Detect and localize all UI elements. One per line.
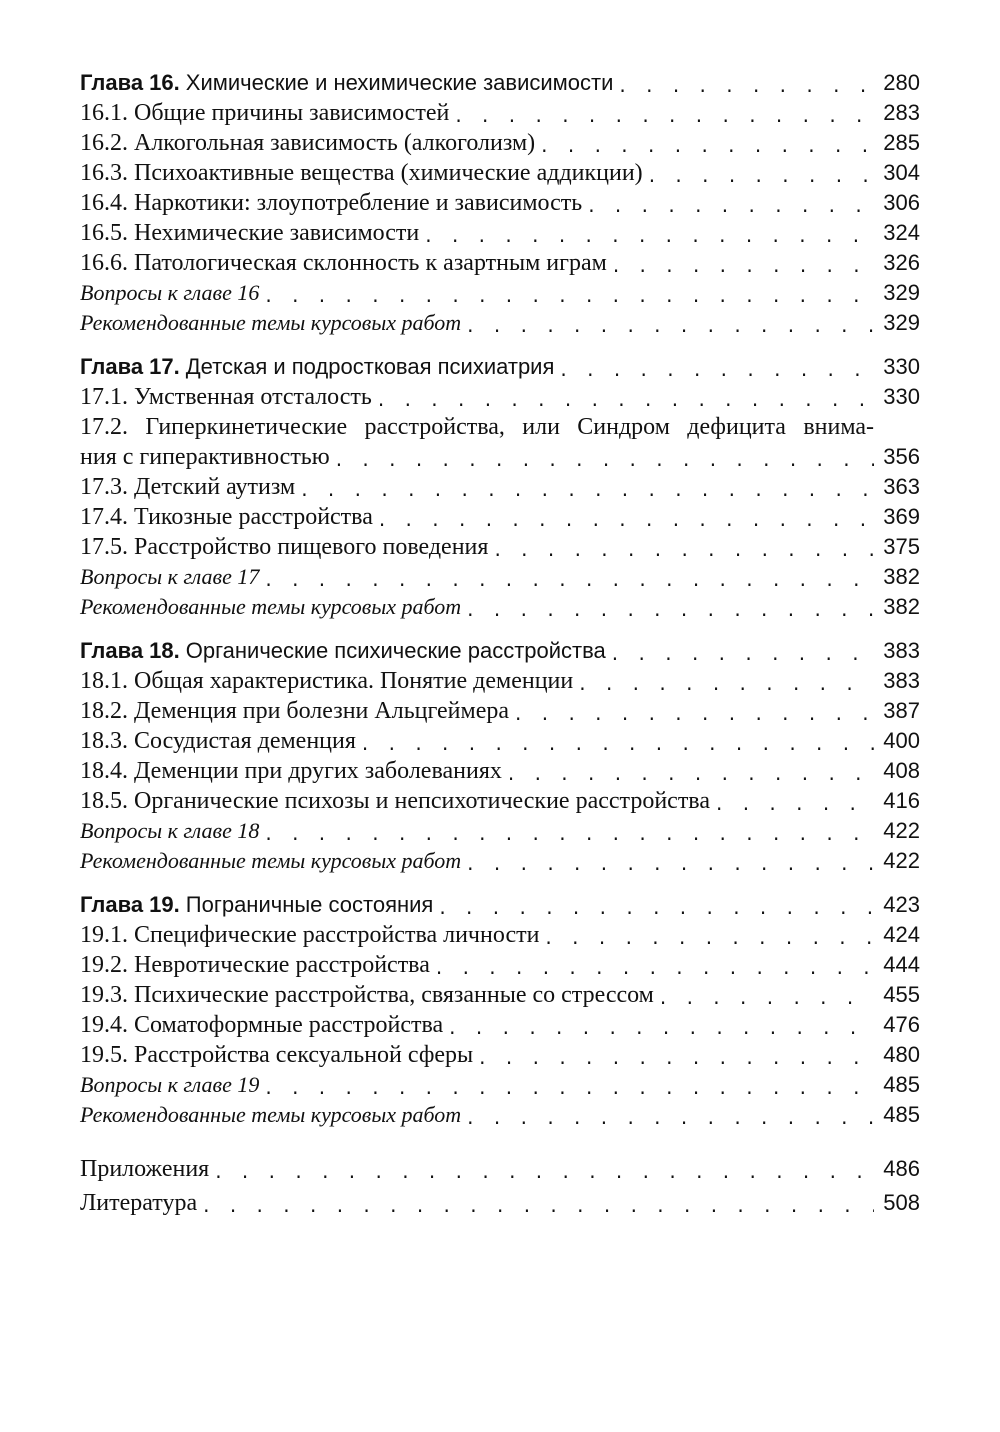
page-number: 382	[883, 594, 920, 619]
page-number: 422	[883, 818, 920, 843]
toc-section-entry-text: 18.1. Общая характеристика. Понятие деменции	[80, 668, 574, 694]
page-number: 330	[883, 384, 920, 409]
page-number: 423	[883, 892, 920, 917]
course-topics-entry[interactable]	[80, 592, 920, 622]
toc-section-entry-text: 18.4. Деменции при других заболеваниях	[80, 758, 502, 784]
toc-section-entry[interactable]	[80, 696, 920, 726]
page-number: 444	[883, 952, 920, 977]
page-number: 387	[883, 698, 920, 723]
course-topics-entry[interactable]	[80, 1100, 920, 1130]
chapter-block	[80, 68, 920, 338]
dot-leader	[660, 984, 874, 1010]
chapter-heading-text	[80, 890, 439, 920]
dot-leader	[515, 700, 874, 726]
toc-section-entry[interactable]	[80, 158, 920, 188]
questions-entry-text: Вопросы к главе 16	[80, 280, 260, 305]
toc-section-entry-text: 19.3. Психические расстройства, связанные со стрессом	[80, 982, 654, 1008]
chapter-heading-text	[80, 636, 612, 666]
dot-leader	[425, 222, 874, 248]
chapter-title: Детская и подростковая психиатрия	[185, 354, 555, 379]
toc-section-entry[interactable]	[80, 786, 920, 816]
toc-section-entry[interactable]	[80, 382, 920, 412]
chapter-title: Органические психические расстройства	[185, 638, 606, 663]
dot-leader	[467, 1104, 874, 1130]
dot-leader	[439, 894, 874, 920]
toc-section-entry-text: 18.3. Сосудистая деменция	[80, 728, 356, 754]
toc-section-entry[interactable]	[80, 128, 920, 158]
questions-entry-text: Вопросы к главе 17	[80, 564, 260, 589]
page-number: 326	[883, 250, 920, 275]
page-number: 283	[883, 100, 920, 125]
page-number: 369	[883, 504, 920, 529]
page-number: 400	[883, 728, 920, 753]
toc-section-entry[interactable]	[80, 726, 920, 756]
toc-section-entry-text: 17.5. Расстройство пищевого поведения	[80, 534, 489, 560]
dot-leader	[379, 506, 874, 532]
toc-section-entry[interactable]	[80, 756, 920, 786]
dot-leader	[362, 730, 874, 756]
page-number: 508	[883, 1190, 920, 1215]
chapter-block	[80, 352, 920, 622]
dot-leader	[716, 790, 874, 816]
literature-entry[interactable]	[80, 1188, 920, 1218]
page-number: 330	[883, 354, 920, 379]
questions-entry[interactable]	[80, 1070, 920, 1100]
chapter-label: Глава 19.	[80, 892, 180, 917]
dot-leader	[265, 820, 874, 846]
dot-leader	[545, 924, 874, 950]
chapter-title: Химические и нехимические зависимости	[185, 70, 614, 95]
toc-section-entry[interactable]	[80, 920, 920, 950]
chapter-heading-text	[80, 68, 619, 98]
page-number: 480	[883, 1042, 920, 1067]
spacer	[80, 1144, 920, 1154]
page-number: 424	[883, 922, 920, 947]
course-topics-entry-text: Рекомендованные темы курсовых работ	[80, 594, 462, 619]
toc-section-entry-text: 17.3. Детский аутизм	[80, 474, 296, 500]
toc-section-entry[interactable]	[80, 188, 920, 218]
toc-section-entry-text: 18.2. Деменция при болезни Альцгеймера	[80, 698, 510, 724]
dot-leader	[203, 1192, 874, 1218]
dot-leader	[265, 566, 874, 592]
toc-section-entry-text: 16.2. Алкогольная зависимость (алкоголизм)	[80, 130, 536, 156]
toc-section-text-line1: 17.2. Гиперкинетические расстройства, или Синдром дефицита внима-	[80, 414, 874, 440]
dot-leader	[449, 1014, 874, 1040]
toc-section-entry[interactable]	[80, 1010, 920, 1040]
dot-leader	[479, 1044, 874, 1070]
page-number: 306	[883, 190, 920, 215]
toc-section-entry[interactable]	[80, 412, 920, 472]
questions-entry-text: Вопросы к главе 19	[80, 1072, 260, 1097]
dot-leader	[265, 1074, 874, 1100]
page-number: 416	[883, 788, 920, 813]
toc-section-entry[interactable]	[80, 218, 920, 248]
chapter-label: Глава 16.	[80, 70, 180, 95]
dot-leader	[467, 312, 874, 338]
questions-entry-text: Вопросы к главе 18	[80, 818, 260, 843]
page-number: 375	[883, 534, 920, 559]
dot-leader	[336, 446, 874, 472]
toc-section-entry-text: 16.1. Общие причины зависимостей	[80, 100, 450, 126]
page-number: 485	[883, 1102, 920, 1127]
toc-section-text-line2: ния с гиперактивностью	[80, 444, 330, 470]
toc-section-entry[interactable]	[80, 666, 920, 696]
dot-leader	[619, 72, 874, 98]
toc-section-entry[interactable]	[80, 502, 920, 532]
dot-leader	[541, 132, 874, 158]
page-number: 382	[883, 564, 920, 589]
page-number: 422	[883, 848, 920, 873]
dot-leader	[215, 1158, 874, 1184]
dot-leader	[467, 850, 874, 876]
course-topics-entry-text: Рекомендованные темы курсовых работ	[80, 848, 462, 873]
appendix-entry-text: Приложения	[80, 1156, 210, 1182]
table-of-contents	[80, 68, 920, 1218]
toc-section-entry[interactable]	[80, 950, 920, 980]
page-number: 356	[883, 444, 920, 469]
chapter-label: Глава 18.	[80, 638, 180, 663]
dot-leader	[467, 596, 874, 622]
questions-entry[interactable]	[80, 816, 920, 846]
dot-leader	[265, 282, 874, 308]
toc-section-entry-text: 19.4. Соматоформные расстройства	[80, 1012, 444, 1038]
dot-leader	[612, 640, 874, 666]
toc-section-line2	[80, 442, 920, 472]
toc-section-entry[interactable]	[80, 248, 920, 278]
literature-entry-text: Литература	[80, 1190, 198, 1216]
chapter-heading[interactable]	[80, 890, 920, 920]
toc-section-entry-text: 16.5. Нехимические зависимости	[80, 220, 420, 246]
course-topics-entry-text: Рекомендованные темы курсовых работ	[80, 310, 462, 335]
toc-section-entry[interactable]	[80, 532, 920, 562]
questions-entry[interactable]	[80, 278, 920, 308]
chapter-title: Пограничные состояния	[185, 892, 434, 917]
chapter-label: Глава 17.	[80, 354, 180, 379]
toc-section-entry-text: 17.4. Тикозные расстройства	[80, 504, 373, 530]
dot-leader	[436, 954, 874, 980]
page-number: 329	[883, 310, 920, 335]
page-number: 383	[883, 668, 920, 693]
page-number: 280	[883, 70, 920, 95]
course-topics-entry-text: Рекомендованные темы курсовых работ	[80, 1102, 462, 1127]
page-number: 324	[883, 220, 920, 245]
toc-section-entry[interactable]	[80, 472, 920, 502]
dot-leader	[560, 356, 874, 382]
chapter-heading-text	[80, 352, 560, 382]
page-number: 363	[883, 474, 920, 499]
toc-section-entry-text: 16.6. Патологическая склонность к азартным играм	[80, 250, 607, 276]
questions-entry[interactable]	[80, 562, 920, 592]
dot-leader	[579, 670, 874, 696]
toc-section-entry-text: 18.5. Органические психозы и непсихотические расстройства	[80, 788, 710, 814]
page-number: 486	[883, 1156, 920, 1181]
dot-leader	[455, 102, 874, 128]
page-number: 485	[883, 1072, 920, 1097]
dot-leader	[378, 386, 874, 412]
toc-section-entry-text: 16.3. Психоактивные вещества (химические аддикции)	[80, 160, 643, 186]
course-topics-entry[interactable]	[80, 846, 920, 876]
page-number: 455	[883, 982, 920, 1007]
toc-section-entry[interactable]	[80, 980, 920, 1010]
chapter-heading[interactable]	[80, 636, 920, 666]
chapter-block	[80, 636, 920, 876]
page-number: 383	[883, 638, 920, 663]
chapter-heading[interactable]	[80, 68, 920, 98]
chapter-block	[80, 890, 920, 1130]
toc-section-entry-text: 19.2. Невротические расстройства	[80, 952, 430, 978]
page-number: 476	[883, 1012, 920, 1037]
dot-leader	[494, 536, 874, 562]
toc-section-entry-text: 19.1. Специфические расстройства личности	[80, 922, 540, 948]
page-number: 408	[883, 758, 920, 783]
page-number: 285	[883, 130, 920, 155]
page-number: 304	[883, 160, 920, 185]
appendix-entry[interactable]	[80, 1154, 920, 1184]
toc-section-entry-text: 17.1. Умственная отсталость	[80, 384, 372, 410]
page-number: 329	[883, 280, 920, 305]
dot-leader	[508, 760, 874, 786]
toc-section-entry-text: 19.5. Расстройства сексуальной сферы	[80, 1042, 474, 1068]
dot-leader	[301, 476, 874, 502]
toc-section-entry[interactable]	[80, 98, 920, 128]
dot-leader	[588, 192, 874, 218]
toc-section-entry-text: 16.4. Наркотики: злоупотребление и зависимость	[80, 190, 583, 216]
toc-section-entry[interactable]	[80, 1040, 920, 1070]
course-topics-entry[interactable]	[80, 308, 920, 338]
dot-leader	[649, 162, 874, 188]
chapter-heading[interactable]	[80, 352, 920, 382]
dot-leader	[613, 252, 874, 278]
